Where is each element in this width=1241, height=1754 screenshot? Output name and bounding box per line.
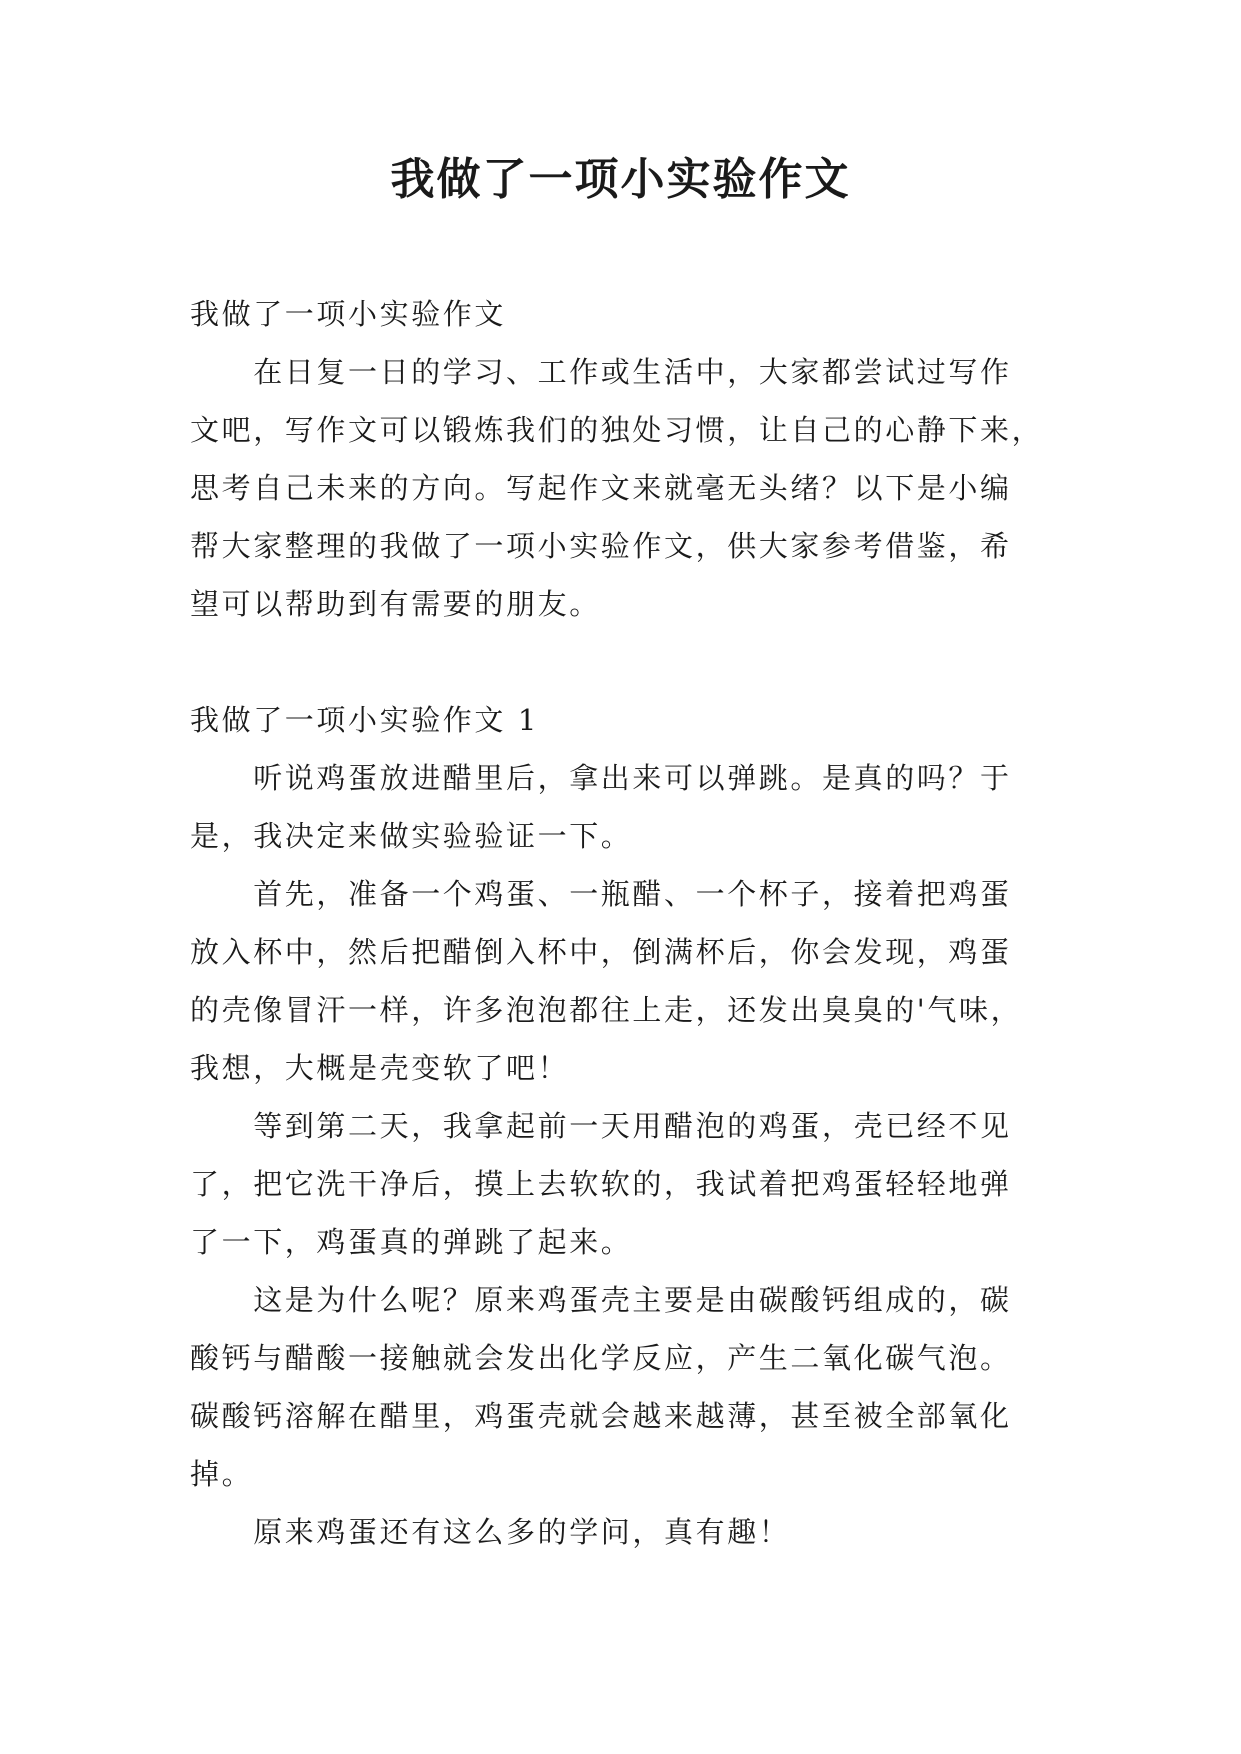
essay-paragraph-4 [190, 1271, 1070, 1503]
essay-paragraph-3 [190, 1097, 1070, 1271]
essay-paragraph-2 [190, 865, 1070, 1097]
text-line: 的壳像冒汗一样，许多泡泡都往上走，还发出臭臭的'气味， [190, 993, 1023, 1027]
document-body [190, 285, 1070, 1561]
text-line: 这是为什么呢？原来鸡蛋壳主要是由碳酸钙组成的，碳 [190, 1283, 1012, 1317]
section-spacer [190, 633, 1070, 691]
text-line: 是，我决定来做实验验证一下。 [190, 819, 633, 853]
text-line: 在日复一日的学习、工作或生活中，大家都尝试过写作 [190, 355, 1012, 389]
document-title: 我做了一项小实验作文 [390, 154, 851, 205]
essay-1-heading: 我做了一项小实验作文 1 [190, 703, 539, 737]
text-line: 帮大家整理的我做了一项小实验作文，供大家参考借鉴，希 [190, 529, 1012, 563]
text-line: 放入杯中，然后把醋倒入杯中，倒满杯后，你会发现，鸡蛋 [190, 935, 1012, 969]
text-line: 碳酸钙溶解在醋里，鸡蛋壳就会越来越薄，甚至被全部氧化 [190, 1399, 1012, 1433]
text-line: 思考自己未来的方向。写起作文来就毫无头绪？以下是小编 [190, 471, 1012, 505]
text-line: 望可以帮助到有需要的朋友。 [190, 587, 601, 621]
text-line: 原来鸡蛋还有这么多的学问，真有趣！ [190, 1515, 791, 1549]
text-line: 首先，准备一个鸡蛋、一瓶醋、一个杯子，接着把鸡蛋 [190, 877, 1012, 911]
intro-paragraph [190, 343, 1070, 633]
text-line: 等到第二天，我拿起前一天用醋泡的鸡蛋，壳已经不见 [190, 1109, 1012, 1143]
text-line: 掉。 [190, 1457, 254, 1491]
intro-heading: 我做了一项小实验作文 [190, 297, 507, 331]
essay-paragraph-5 [190, 1503, 1070, 1561]
text-line: 了一下，鸡蛋真的弹跳了起来。 [190, 1225, 633, 1259]
essay-paragraph-1 [190, 749, 1070, 865]
text-line: 了，把它洗干净后，摸上去软软的，我试着把鸡蛋轻轻地弹 [190, 1167, 1012, 1201]
text-line: 文吧，写作文可以锻炼我们的独处习惯，让自己的心静下来， [190, 413, 1044, 447]
text-line: 我想，大概是壳变软了吧！ [190, 1051, 570, 1085]
text-line: 听说鸡蛋放进醋里后，拿出来可以弹跳。是真的吗？于 [190, 761, 1012, 795]
text-line: 酸钙与醋酸一接触就会发出化学反应，产生二氧化碳气泡。 [190, 1341, 1012, 1375]
